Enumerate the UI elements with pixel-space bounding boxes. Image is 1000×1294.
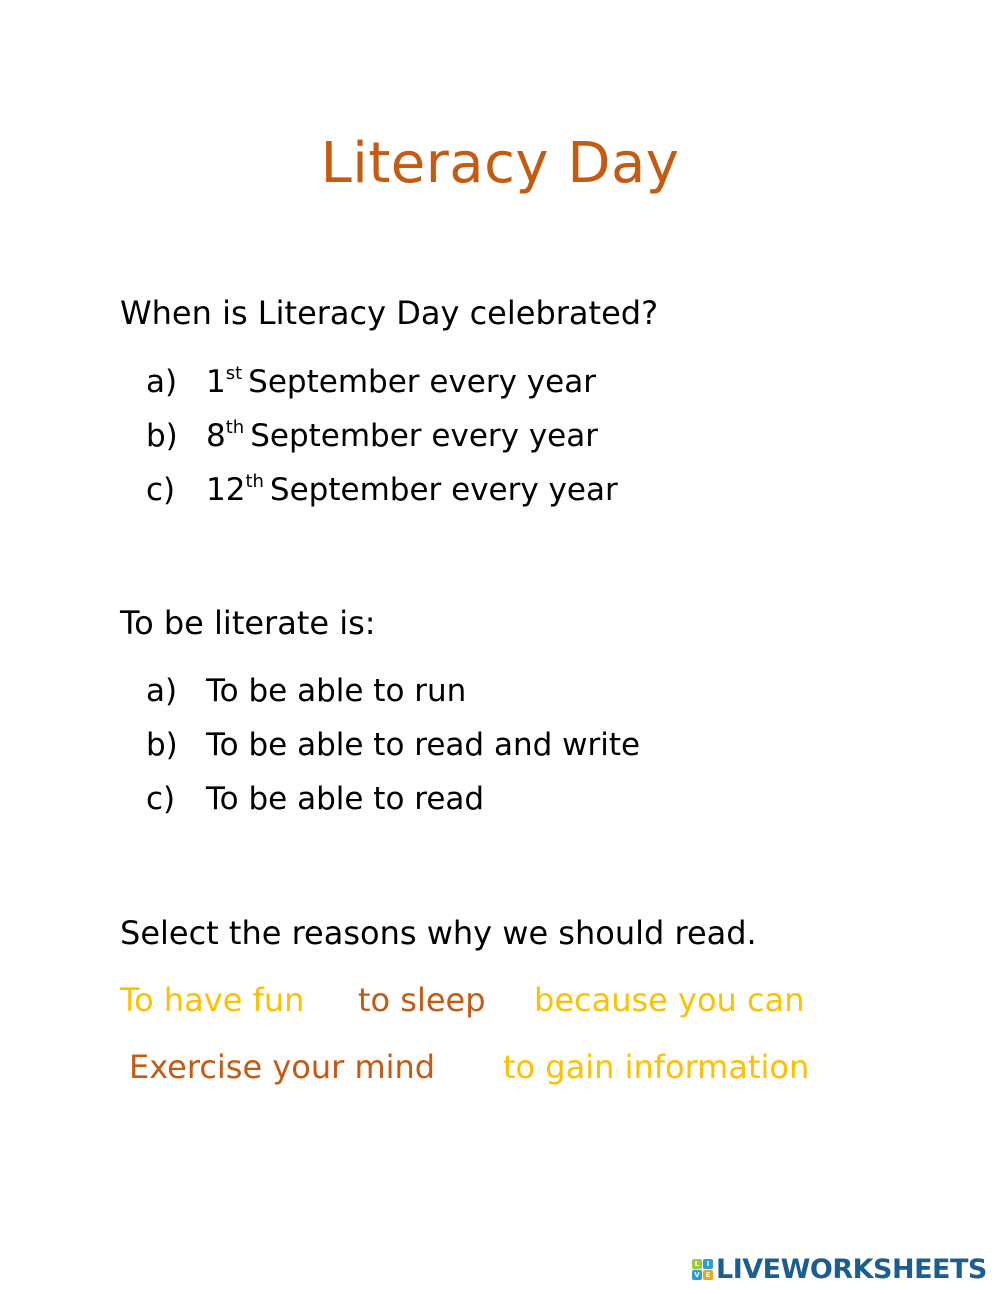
q2-option-a[interactable] [146, 671, 640, 725]
option-letter: c) [146, 781, 176, 817]
reason-choice-exercise-your-mind[interactable]: Exercise your mind [129, 1048, 436, 1086]
page-title: Literacy Day [320, 131, 680, 196]
question-1-options [146, 362, 618, 524]
q1-option-b[interactable] [146, 416, 618, 470]
option-text: To be able to run [206, 673, 467, 709]
option-letter: a) [146, 673, 178, 709]
question-2-text: To be literate is: [120, 604, 376, 642]
reason-choice-to-sleep[interactable]: to sleep [358, 981, 486, 1019]
logo-text: LIVEWORKSHEETS [716, 1253, 987, 1285]
question-1-text: When is Literacy Day celebrated? [120, 294, 659, 332]
option-letter: c) [146, 472, 176, 508]
liveworksheets-logo-icon: L I V E [692, 1259, 713, 1280]
option-letter: b) [146, 418, 178, 454]
reason-choice-to-gain-information[interactable]: to gain information [503, 1048, 810, 1086]
q2-option-c[interactable] [146, 779, 640, 833]
option-text: To be able to read [206, 781, 485, 817]
option-text: 8th September every year [206, 417, 598, 454]
question-3-text: Select the reasons why we should read. [120, 914, 757, 952]
option-text: 1st September every year [206, 363, 596, 400]
reason-choice-to-have-fun[interactable]: To have fun [120, 981, 305, 1019]
question-2-options [146, 671, 640, 833]
q1-option-c[interactable] [146, 470, 618, 524]
option-text: To be able to read and write [206, 727, 641, 763]
q2-option-b[interactable] [146, 725, 640, 779]
reason-choice-because-you-can[interactable]: because you can [534, 981, 805, 1019]
option-letter: b) [146, 727, 178, 763]
q1-option-a[interactable] [146, 362, 618, 416]
option-text: 12th September every year [206, 471, 618, 508]
option-letter: a) [146, 364, 178, 400]
liveworksheets-logo [692, 1254, 987, 1284]
